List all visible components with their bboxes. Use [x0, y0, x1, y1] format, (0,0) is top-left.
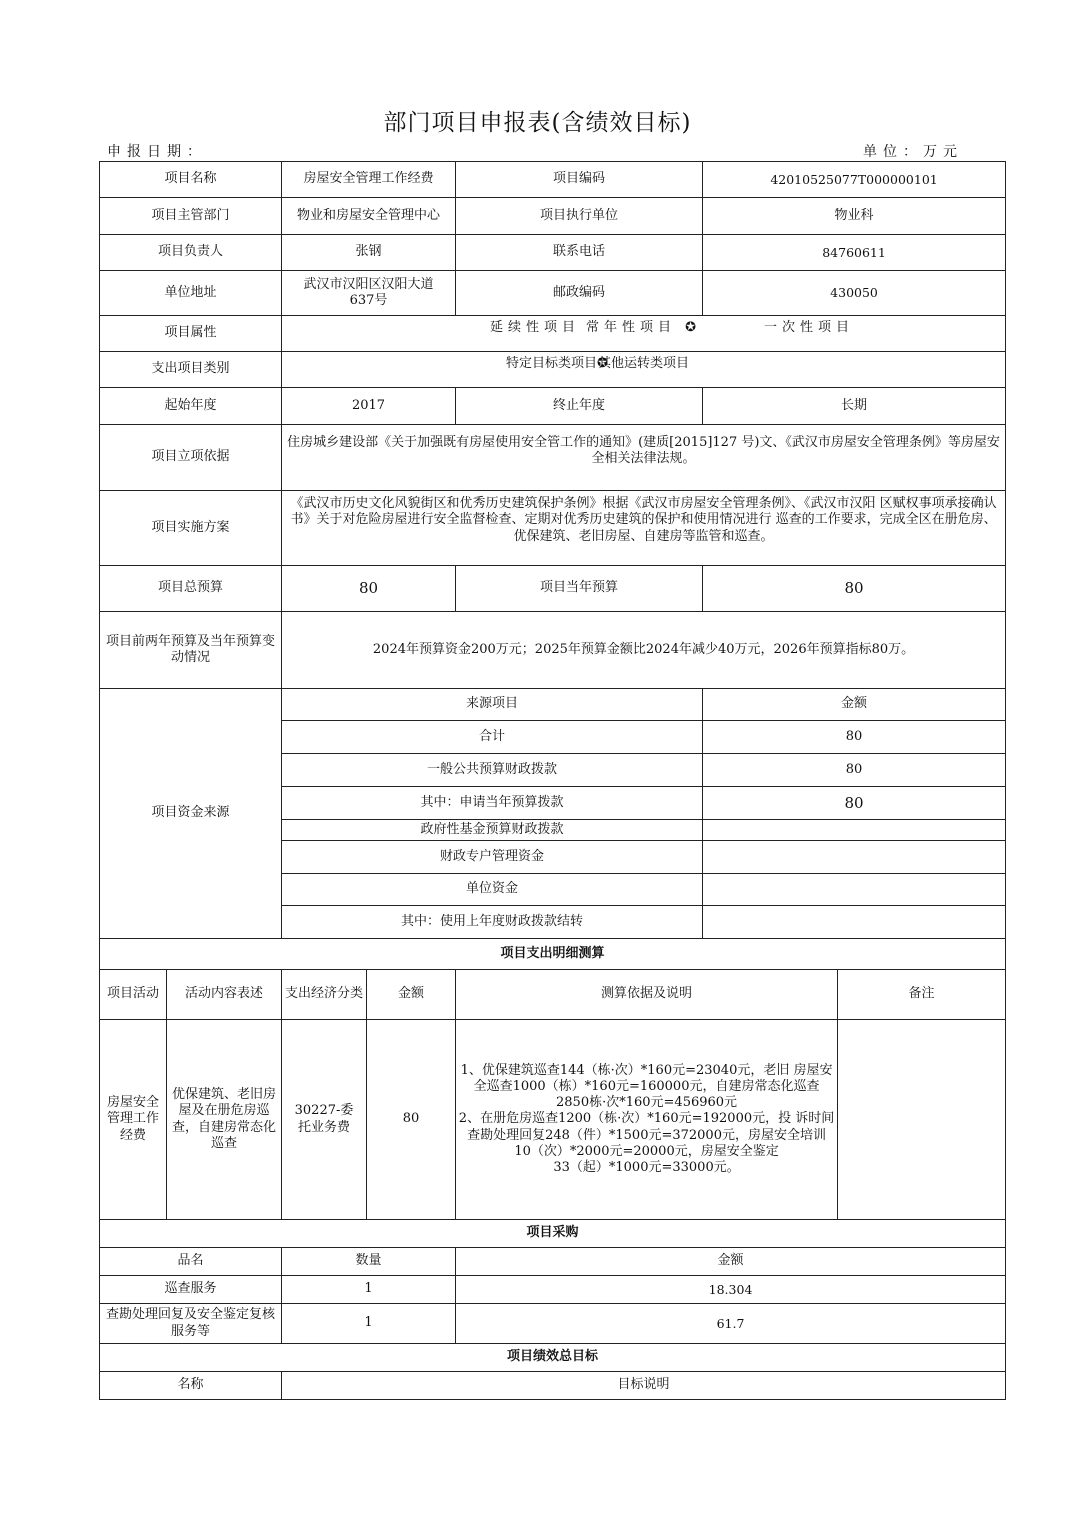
performance-col-name: 名称: [100, 1372, 282, 1400]
detail-col-econ: 支出经济分类: [282, 970, 367, 1020]
attribute-label: 项目属性: [100, 316, 282, 352]
row-budget-change: [100, 612, 1006, 689]
address-value: 武汉市汉阳区汉阳大道637号: [282, 271, 456, 316]
end-year-label: 终止年度: [456, 388, 703, 425]
row-years: [100, 388, 1006, 425]
total-budget-label: 项目总预算: [100, 566, 282, 612]
procurement-col-amount: 金额: [456, 1248, 1006, 1276]
page-title: 部门项目申报表(含绩效目标): [383, 110, 692, 136]
procurement-row: [100, 1304, 1006, 1344]
dept-value: 物业和房屋安全管理中心: [282, 198, 456, 235]
total-budget-value: 80: [282, 566, 456, 612]
funding-amount: [703, 841, 1006, 874]
detail-col-basis: 测算依据及说明: [456, 970, 838, 1020]
funding-source: 单位资金: [282, 874, 703, 906]
funding-amount: [703, 820, 1006, 841]
procurement-col-qty: 数量: [282, 1248, 456, 1276]
owner-value: 张钢: [282, 235, 456, 271]
project-code-value: 42010525077T000000101: [703, 162, 1006, 198]
funding-amount: 80: [703, 754, 1006, 787]
row-owner: [100, 235, 1006, 271]
attr-option-continued: 延续性项目: [490, 320, 581, 335]
project-code-label: 项目编码: [456, 162, 703, 198]
row-budget: [100, 566, 1006, 612]
basis-value: 住房城乡建设部《关于加强既有房屋使用安全管工作的通知》(建质[2015]127 号)文、《武汉市房屋安全管理条例》等房屋安全相关法律法规。: [282, 425, 1006, 491]
detail-section-row: [100, 939, 1006, 970]
exec-unit-label: 项目执行单位: [456, 198, 703, 235]
procurement-header-row: [100, 1248, 1006, 1276]
detail-basis-line: 1、优保建筑巡查144（栋·次）*160元=23040元，老旧 房屋安全巡查1000（栋）*160元=160000元，自建房常态化巡查2850栋·次*160元=456960元: [460, 1062, 833, 1111]
cat-option-operation: 其他运转类项目: [598, 356, 690, 371]
detail-col-activity: 项目活动: [100, 970, 167, 1020]
detail-amount: 80: [367, 1020, 456, 1220]
row-category: [100, 352, 1006, 388]
procurement-amount: 18.304: [456, 1276, 1006, 1304]
detail-col-desc: 活动内容表述: [167, 970, 282, 1020]
budget-change-label: 项目前两年预算及当年预算变动情况: [100, 612, 282, 689]
owner-label: 项目负责人: [100, 235, 282, 271]
phone-label: 联系电话: [456, 235, 703, 271]
attr-option-regular: 常年性项目 ✪: [586, 320, 702, 335]
procurement-amount: 61.7: [456, 1304, 1006, 1344]
funding-source: 财政专户管理资金: [282, 841, 703, 874]
procurement-qty: 1: [282, 1276, 456, 1304]
end-year-value: 长期: [703, 388, 1006, 425]
funding-amount: [703, 906, 1006, 939]
row-basis: [100, 425, 1006, 491]
dept-label: 项目主管部门: [100, 198, 282, 235]
row-attribute: [100, 316, 1006, 352]
address-label: 单位地址: [100, 271, 282, 316]
detail-econ: 30227-委托业务费: [282, 1020, 367, 1220]
phone-value: 84760611: [703, 235, 1006, 271]
plan-label: 项目实施方案: [100, 491, 282, 566]
zip-label: 邮政编码: [456, 271, 703, 316]
funding-amount: 80: [703, 721, 1006, 754]
detail-col-amount: 金额: [367, 970, 456, 1020]
detail-row: [100, 1020, 1006, 1220]
basis-label: 项目立项依据: [100, 425, 282, 491]
procurement-section-row: [100, 1220, 1006, 1248]
funding-source: 一般公共预算财政拨款: [282, 754, 703, 787]
funding-amount: 80: [703, 787, 1006, 820]
year-budget-value: 80: [703, 566, 1006, 612]
detail-col-note: 备注: [838, 970, 1006, 1020]
detail-header-row: [100, 970, 1006, 1020]
exec-unit-value: 物业科: [703, 198, 1006, 235]
funding-col-amount: 金额: [703, 689, 1006, 721]
category-label: 支出项目类别: [100, 352, 282, 388]
project-name-label: 项目名称: [100, 162, 282, 198]
year-budget-label: 项目当年预算: [456, 566, 703, 612]
attribute-options: [282, 316, 1006, 352]
funding-header-row: [100, 689, 1006, 721]
row-plan: [100, 491, 1006, 566]
row-address: [100, 271, 1006, 316]
procurement-row: [100, 1276, 1006, 1304]
performance-section-title: 项目绩效总目标: [100, 1344, 1006, 1372]
funding-amount: [703, 874, 1006, 906]
detail-basis-line: 33（起）*1000元=33000元。: [553, 1160, 740, 1176]
procurement-col-item: 品名: [100, 1248, 282, 1276]
funding-col-source: 来源项目: [282, 689, 703, 721]
start-year-value: 2017: [282, 388, 456, 425]
performance-section-row: [100, 1344, 1006, 1372]
project-form-table: [99, 161, 1006, 1400]
category-options: [282, 352, 1006, 388]
row-dept: [100, 198, 1006, 235]
detail-section-title: 项目支出明细测算: [100, 939, 1006, 970]
budget-change-value: 2024年预算资金200万元；2025年预算金额比2024年减少40万元，2026年预算指标80万。: [282, 612, 1006, 689]
start-year-label: 起始年度: [100, 388, 282, 425]
plan-value: 《武汉市历史文化风貌街区和优秀历史建筑保护条例》根据《武汉市房屋安全管理条例》、《武汉市汉阳 区赋权事项承接确认书》关于对危险房屋进行安全监督检查、定期对优秀历史建筑的保护和使用情况进行 巡查的工作要求，完成全区在册危房、优保建筑、老旧房屋、自建房等监管和巡查。: [282, 491, 1006, 566]
detail-activity: 房屋安全管理工作经费: [100, 1020, 167, 1220]
procurement-section-title: 项目采购: [100, 1220, 1006, 1248]
funding-label: 项目资金来源: [100, 689, 282, 939]
procurement-item: 巡查服务: [100, 1276, 282, 1304]
performance-header-row: [100, 1372, 1006, 1400]
detail-desc: 优保建筑、老旧房屋及在册危房巡查，自建房常态化巡查: [167, 1020, 282, 1220]
procurement-item: 查勘处理回复及安全鉴定复核服务等: [100, 1304, 282, 1344]
funding-source: 政府性基金预算财政拨款: [282, 820, 703, 841]
report-date-label: 申报日期：: [107, 144, 207, 160]
attr-option-onetime: 一次性项目: [764, 320, 855, 335]
row-project-name: [100, 162, 1006, 198]
procurement-qty: 1: [282, 1304, 456, 1344]
detail-basis-line: 2、在册危房巡查1200（栋·次）*160元=192000元，投 诉时间查勘处理回复248（件）*1500元=372000元，房屋安全培训 10（次）*2000元=20000元，房屋安全鉴定: [458, 1111, 835, 1159]
funding-source: 其中：使用上年度财政拨款结转: [282, 906, 703, 939]
unit-label: 单位：万元: [863, 144, 963, 160]
zip-value: 430050: [703, 271, 1006, 316]
funding-source: 其中：申请当年预算拨款: [282, 787, 703, 820]
funding-source: 合计: [282, 721, 703, 754]
cat-option-specific: 特定目标类项目✪: [506, 356, 608, 371]
detail-basis: [456, 1020, 838, 1220]
performance-col-desc: 目标说明: [282, 1372, 1006, 1400]
project-name-value: 房屋安全管理工作经费: [282, 162, 456, 198]
detail-note: [838, 1020, 1006, 1220]
